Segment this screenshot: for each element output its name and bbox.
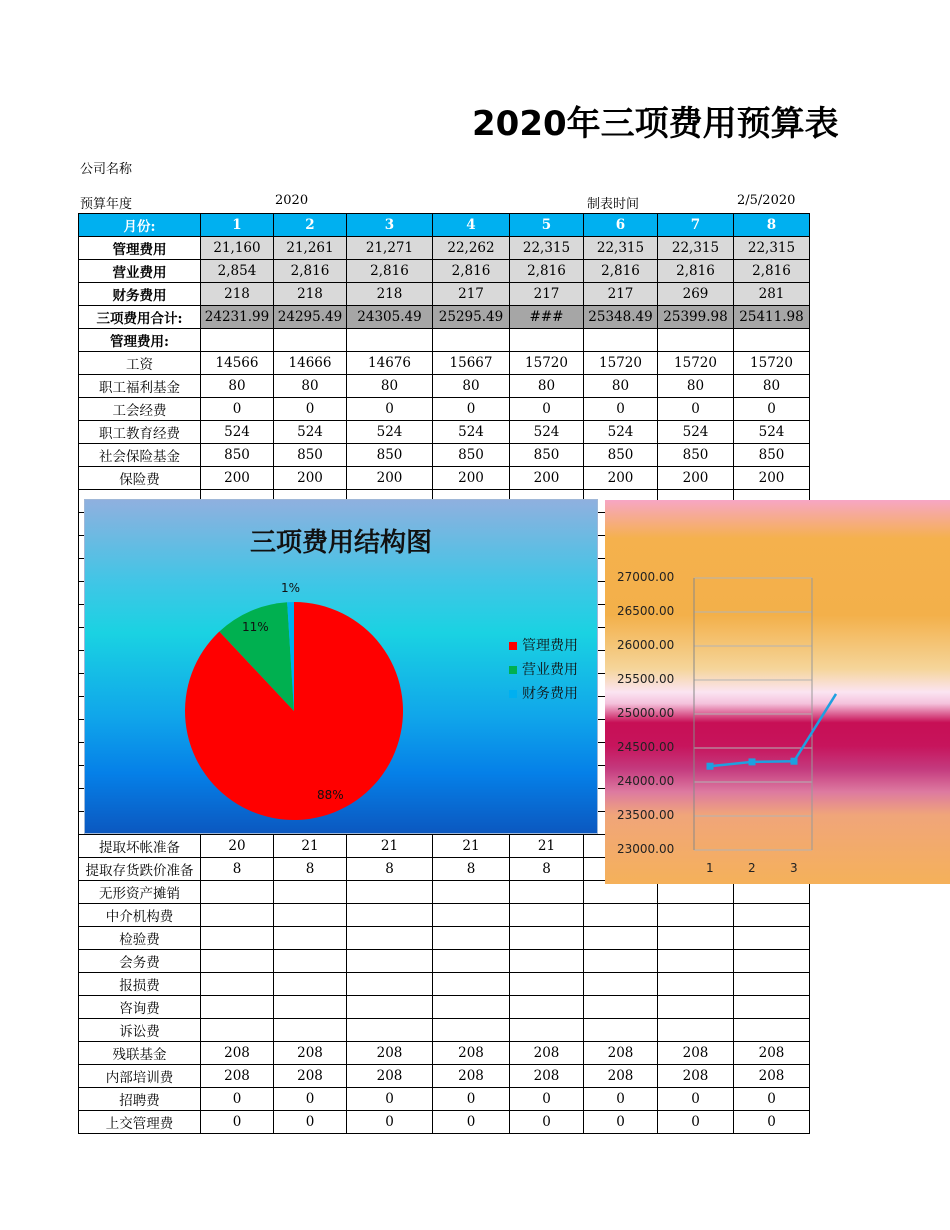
cell: 8 [201,858,274,881]
company-label: 公司名称 [80,162,133,177]
cell: 21 [347,835,433,858]
cell [658,950,734,973]
cell: 0 [274,398,347,421]
row-label: 财务费用 [79,283,201,306]
legend-label-finance: 财务费用 [522,686,578,702]
row-label: 会务费 [79,950,201,973]
cell: 15720 [584,352,658,375]
cell [347,904,433,927]
month-header: 3 [347,214,433,237]
cell [734,996,810,1019]
summary-row [79,283,810,306]
cell: 208 [201,1042,274,1065]
cell: 524 [734,421,810,444]
month-header: 6 [584,214,658,237]
cell: 208 [510,1065,584,1088]
cell [584,329,658,352]
cell: 0 [274,1088,347,1111]
cell [734,973,810,996]
cell: 2,816 [584,260,658,283]
cell [584,973,658,996]
cell: 80 [433,375,510,398]
pie-label-sales: 11% [242,620,269,634]
line-plot [605,500,950,884]
cell: 15667 [433,352,510,375]
cell [510,904,584,927]
cell: 0 [584,1088,658,1111]
y-tick-label: 23500.00 [617,808,675,822]
cell [347,881,433,904]
cell: 21 [274,835,347,858]
row-label: 提取存货跌价准备 [79,858,201,881]
cell [347,973,433,996]
cell [510,881,584,904]
cell: 80 [510,375,584,398]
cell [274,904,347,927]
cell [201,973,274,996]
table-row [79,398,810,421]
cell [658,904,734,927]
cell: 217 [584,283,658,306]
cell [433,1019,510,1042]
cell: 281 [734,283,810,306]
cell: 0 [658,398,734,421]
cell [433,950,510,973]
cell: 200 [584,467,658,490]
legend-item-sales [509,659,578,679]
table-row [79,444,810,467]
cell [274,329,347,352]
table-row [79,1019,810,1042]
cell: 22,315 [584,237,658,260]
cell: 524 [584,421,658,444]
cell: 850 [734,444,810,467]
cell: 0 [658,1111,734,1134]
cell: 2,816 [347,260,433,283]
cell: 0 [201,398,274,421]
x-tick-label: 3 [790,861,798,875]
row-label: 招聘费 [79,1088,201,1111]
cell [347,996,433,1019]
cell: 208 [433,1065,510,1088]
cell: 524 [433,421,510,444]
line-point [749,758,756,765]
cell [274,996,347,1019]
table-row [79,375,810,398]
cell [510,927,584,950]
row-label: 检验费 [79,927,201,950]
cell [734,329,810,352]
cell [584,904,658,927]
cell: 25411.98 [734,306,810,329]
legend-swatch-finance [509,690,517,698]
cell: 208 [433,1042,510,1065]
cell [201,927,274,950]
cell: 8 [274,858,347,881]
table-row [79,1088,810,1111]
legend-label-sales: 营业费用 [522,662,578,678]
cell: 15720 [658,352,734,375]
year-label: 预算年度 [80,197,133,212]
cell: 200 [510,467,584,490]
cell: 80 [201,375,274,398]
cell: 22,315 [510,237,584,260]
row-label: 管理费用 [79,237,201,260]
cell: 22,262 [433,237,510,260]
legend-swatch-mgmt [509,642,517,650]
cell: 208 [201,1065,274,1088]
cell: 0 [658,1088,734,1111]
cell [658,927,734,950]
row-label: 咨询费 [79,996,201,1019]
row-label: 工资 [79,352,201,375]
row-label: 工会经费 [79,398,201,421]
total-row [79,306,810,329]
cell: 850 [274,444,347,467]
legend-swatch-sales [509,666,517,674]
cell: 0 [433,1088,510,1111]
cell: 524 [510,421,584,444]
cell [274,881,347,904]
row-label: 保险费 [79,467,201,490]
cell [658,973,734,996]
y-tick-label: 23000.00 [617,842,675,856]
cell: 8 [347,858,433,881]
cell: 200 [658,467,734,490]
cell: 208 [274,1065,347,1088]
cell [274,950,347,973]
cell [201,1019,274,1042]
cell: 524 [347,421,433,444]
cell: 20 [201,835,274,858]
month-header: 5 [510,214,584,237]
month-header: 1 [201,214,274,237]
cell: 80 [274,375,347,398]
month-header: 8 [734,214,810,237]
y-tick-label: 26000.00 [617,638,675,652]
month-header: 4 [433,214,510,237]
cell: 14666 [274,352,347,375]
pie-chart [84,499,598,834]
cell [433,927,510,950]
table-row [79,1042,810,1065]
cell [510,973,584,996]
cell [201,996,274,1019]
table-row [79,1111,810,1134]
cell: 0 [201,1111,274,1134]
cell [734,1019,810,1042]
line-chart [605,500,950,884]
cell [510,329,584,352]
cell: 524 [274,421,347,444]
cell: 8 [433,858,510,881]
row-label: 无形资产摊销 [79,881,201,904]
cell [584,996,658,1019]
cell: 208 [658,1065,734,1088]
cell: 21 [510,835,584,858]
row-label: 诉讼费 [79,1019,201,1042]
cell: 200 [433,467,510,490]
cell: 21 [433,835,510,858]
cell: 21,261 [274,237,347,260]
cell [201,950,274,973]
cell: 208 [347,1042,433,1065]
cell: 25399.98 [658,306,734,329]
cell [584,950,658,973]
row-label: 管理费用: [79,329,201,352]
cell: 80 [347,375,433,398]
cell [201,881,274,904]
cell: 208 [347,1065,433,1088]
cell [510,996,584,1019]
x-tick-label: 2 [748,861,756,875]
month-header-label: 月份: [79,214,201,237]
cell: 0 [584,1111,658,1134]
cell: 24231.99 [201,306,274,329]
cell: 0 [433,1111,510,1134]
row-label: 内部培训费 [79,1065,201,1088]
header-row [79,214,810,237]
date-label: 制表时间 [587,197,640,212]
cell: 0 [510,1111,584,1134]
legend-label-mgmt: 管理费用 [522,638,578,654]
cell: 200 [274,467,347,490]
section-row [79,329,810,352]
cell: 0 [201,1088,274,1111]
cell [510,950,584,973]
cell [433,881,510,904]
cell [584,927,658,950]
cell [347,1019,433,1042]
cell: 0 [347,1088,433,1111]
cell [658,329,734,352]
cell [347,950,433,973]
cell: 0 [274,1111,347,1134]
cell: 0 [734,398,810,421]
cell [734,904,810,927]
table-row [79,996,810,1019]
row-label: 社会保险基金 [79,444,201,467]
table-row [79,1065,810,1088]
cell: 2,816 [510,260,584,283]
cell: 2,816 [658,260,734,283]
cell: 14566 [201,352,274,375]
cell: 15720 [734,352,810,375]
cell: 0 [584,398,658,421]
row-label: 上交管理费 [79,1111,201,1134]
cell: 218 [274,283,347,306]
cell: 24295.49 [274,306,347,329]
table-row [79,950,810,973]
cell: 208 [274,1042,347,1065]
cell: 269 [658,283,734,306]
legend-item-mgmt [509,635,578,655]
cell: 218 [201,283,274,306]
cell: 0 [734,1088,810,1111]
y-tick-label: 24500.00 [617,740,675,754]
cell: 25348.49 [584,306,658,329]
cell: 0 [347,1111,433,1134]
cell [274,1019,347,1042]
cell: 218 [347,283,433,306]
cell: 208 [734,1065,810,1088]
page-title: 2020年三项费用预算表 [472,104,839,144]
cell [433,996,510,1019]
y-tick-label: 26500.00 [617,604,675,618]
cell: 21,160 [201,237,274,260]
cell: 524 [658,421,734,444]
cell [433,329,510,352]
month-header: 7 [658,214,734,237]
y-tick-label: 24000.00 [617,774,675,788]
table-row [79,904,810,927]
row-label: 职工教育经费 [79,421,201,444]
cell: ### [510,306,584,329]
pie-label-mgmt: 88% [317,788,344,802]
row-label: 三项费用合计: [79,306,201,329]
y-tick-label: 25500.00 [617,672,675,686]
summary-row [79,237,810,260]
row-label: 营业费用 [79,260,201,283]
cell [433,904,510,927]
cell [734,950,810,973]
cell [274,927,347,950]
cell: 2,816 [734,260,810,283]
cell [433,973,510,996]
cell: 850 [658,444,734,467]
cell: 850 [510,444,584,467]
cell: 524 [201,421,274,444]
table-row [79,467,810,490]
row-label: 报损费 [79,973,201,996]
cell: 208 [584,1065,658,1088]
cell: 200 [734,467,810,490]
y-tick-label: 25000.00 [617,706,675,720]
cell: 200 [347,467,433,490]
cell: 0 [734,1111,810,1134]
cell: 208 [510,1042,584,1065]
cell [274,973,347,996]
cell: 2,854 [201,260,274,283]
cell [201,329,274,352]
cell: 21,271 [347,237,433,260]
cell: 8 [510,858,584,881]
date-value: 2/5/2020 [737,193,796,208]
cell: 80 [734,375,810,398]
table-row [79,973,810,996]
cell: 208 [658,1042,734,1065]
table-row [79,352,810,375]
summary-row [79,260,810,283]
cell: 0 [510,1088,584,1111]
cell [658,1019,734,1042]
cell [347,329,433,352]
cell: 0 [347,398,433,421]
cell: 80 [658,375,734,398]
legend-item-finance [509,683,578,703]
year-value: 2020 [275,193,309,208]
cell: 850 [584,444,658,467]
y-tick-label: 27000.00 [617,570,675,584]
cell [658,996,734,1019]
cell [734,927,810,950]
line-point [791,758,798,765]
pie-label-finance: 1% [281,581,301,595]
cell: 0 [433,398,510,421]
cell: 22,315 [658,237,734,260]
line-point [707,763,714,770]
cell: 217 [510,283,584,306]
cell: 850 [201,444,274,467]
cell: 2,816 [274,260,347,283]
row-label: 职工福利基金 [79,375,201,398]
table-row [79,927,810,950]
cell: 2,816 [433,260,510,283]
cell: 208 [584,1042,658,1065]
cell: 208 [734,1042,810,1065]
row-label: 提取坏帐准备 [79,835,201,858]
x-tick-label: 1 [706,861,714,875]
cell: 25295.49 [433,306,510,329]
cell: 24305.49 [347,306,433,329]
cell: 217 [433,283,510,306]
row-label: 残联基金 [79,1042,201,1065]
cell [584,1019,658,1042]
month-header: 2 [274,214,347,237]
cell [510,1019,584,1042]
pie-chart-title: 三项费用结构图 [249,528,432,558]
cell: 22,315 [734,237,810,260]
table-row [79,421,810,444]
cell: 850 [433,444,510,467]
cell: 200 [201,467,274,490]
cell: 15720 [510,352,584,375]
row-label: 中介机构费 [79,904,201,927]
cell [201,904,274,927]
cell: 80 [584,375,658,398]
cell: 14676 [347,352,433,375]
cell [347,927,433,950]
cell: 850 [347,444,433,467]
cell: 0 [510,398,584,421]
